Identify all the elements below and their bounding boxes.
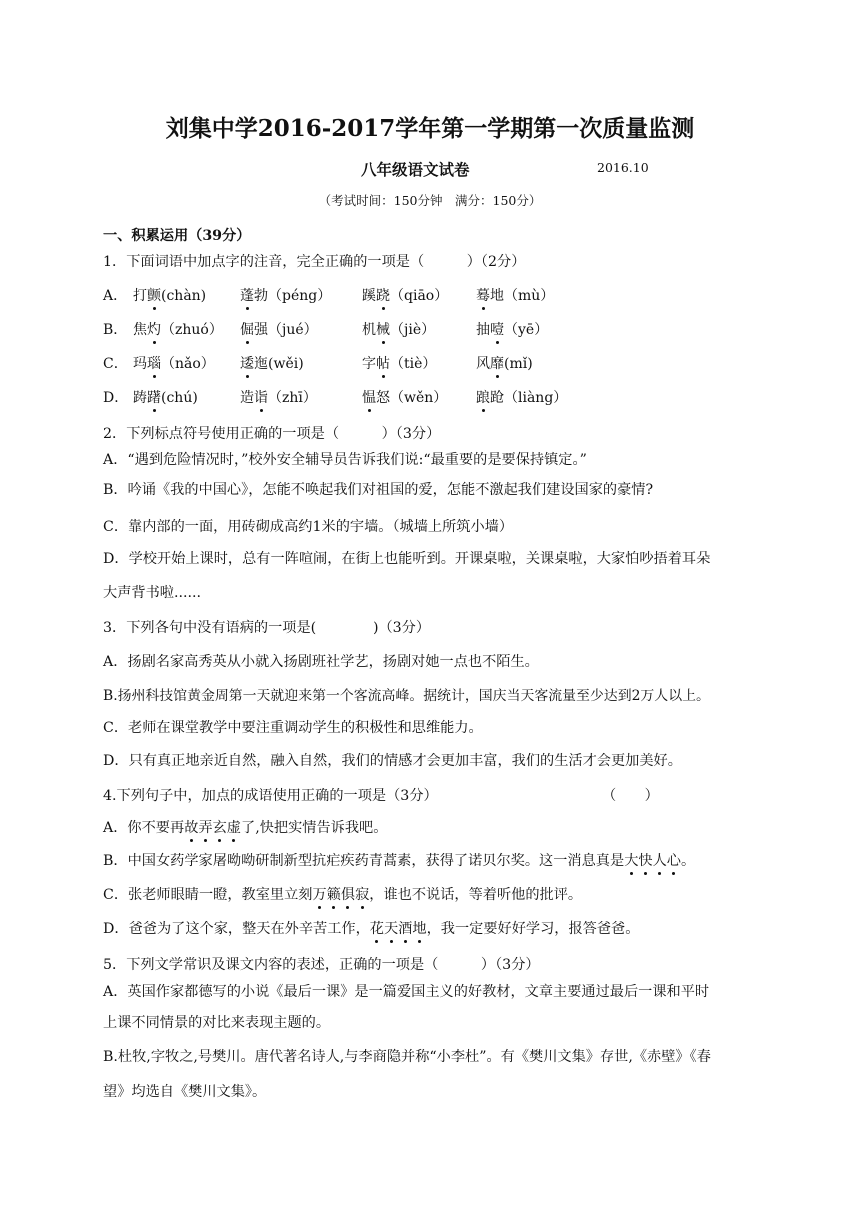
option-item: 抽噎（yē） — [476, 319, 548, 339]
dotted-idiom — [370, 921, 427, 937]
question-3-option-c: C．老师在课堂教学中要注重调动学生的积极性和思维能力。 — [103, 720, 483, 736]
question-4-option-a: A．你不要再故弄玄虚了,快把实情告诉我吧。 — [103, 817, 387, 837]
question-4-option-d: D．爸爸为了这个家，整天在外辛苦工作，花天酒地，我一定要好好学习，报答爸爸。 — [103, 918, 639, 938]
option-item: 蹊跷（qiāo） — [362, 285, 448, 305]
question-4-option-b: B．中国女药学家屠呦呦研制新型抗疟疾药青蒿素，获得了诺贝尔奖。这一消息真是大快人心。 — [103, 850, 695, 870]
dotted-char: 地 — [412, 918, 426, 938]
dotted-char: 天 — [384, 918, 398, 938]
option-item: 蓬勃（péng） — [240, 285, 331, 305]
answer-paren: （ ） — [602, 788, 659, 804]
option-item: 倔强（jué） — [240, 319, 318, 339]
dotted-char: 万 — [312, 884, 326, 904]
question-3-option-b: B.扬州科技馆黄金周第一天就迎来第一个客流高峰。据统计，国庆当天客流量至少达到2万人以上。 — [103, 688, 710, 704]
dotted-idiom — [624, 853, 681, 869]
dotted-char: 心 — [667, 850, 681, 870]
dotted-idiom — [312, 887, 369, 903]
option-letter: A． — [103, 288, 128, 304]
question-2-stem: 2．下列标点符号使用正确的一项是（ ）（3分） — [103, 426, 441, 442]
option-item: 蓦地（mù） — [476, 285, 554, 305]
dotted-char: 大 — [624, 850, 638, 870]
question-1-stem: 1．下面词语中加点字的注音，完全正确的一项是（ ）（2分） — [103, 254, 526, 270]
question-4-option-c: C．张老师眼睛一瞪，教室里立刻万籁俱寂，谁也不说话，等着听他的批评。 — [103, 884, 582, 904]
dotted-char: 酒 — [398, 918, 412, 938]
option-item: 打颤(chàn) — [133, 285, 206, 305]
question-2-option-d: D．学校开始上课时，总有一阵喧闹，在街上也能听到。开课桌啦，关课桌啦，大家怕吵捂着耳朵 — [103, 551, 711, 567]
question-3-stem: 3．下列各句中没有语病的一项是( )（3分） — [103, 620, 431, 636]
dotted-char: 人 — [653, 850, 667, 870]
question-2-option-a: A．“遇到危险情况时，”校外安全辅导员告诉我们说:“最重要的是要保持镇定。” — [103, 452, 587, 468]
option-item: 玛瑙（nǎo） — [133, 353, 215, 373]
exam-date: 2016.10 — [597, 160, 649, 175]
section-heading: 一、积累运用（39分） — [103, 228, 251, 244]
option-item: 造诣（zhī） — [240, 387, 317, 407]
option-item: 愠怒（wěn） — [362, 387, 447, 407]
option-item: 逶迤(wěi) — [240, 353, 304, 373]
question-5-option-a: A．英国作家都德写的小说《最后一课》是一篇爱国主义的好教材，文章主要通过最后一课和平时 — [103, 984, 710, 1000]
question-2-option-d-cont: 大声背书啦...... — [103, 585, 201, 601]
dotted-char: 花 — [370, 918, 384, 938]
option-item: 风靡(mǐ) — [476, 353, 533, 373]
dotted-char: 玄 — [213, 817, 227, 837]
dotted-char: 弄 — [198, 817, 212, 837]
question-5-option-a-cont: 上课不同情景的对比来表现主题的。 — [103, 1015, 331, 1031]
dotted-char: 寂 — [355, 884, 369, 904]
question-3-option-a: A．扬剧名家高秀英从小就入扬剧班社学艺，扬剧对她一点也不陌生。 — [103, 654, 539, 670]
option-letter: B． — [103, 322, 128, 338]
exam-info: （考试时间：150分钟 满分：150分） — [318, 193, 542, 208]
dotted-char: 俱 — [341, 884, 355, 904]
dotted-idiom — [184, 820, 241, 836]
option-item: 踉跄（liàng） — [476, 387, 567, 407]
exam-title: 刘集中学2016-2017学年第一学期第一次质量监测 — [165, 115, 695, 142]
question-2-option-c: C．靠内部的一面，用砖砌成高约1米的宇墙。（城墙上所筑小墙） — [103, 519, 514, 535]
exam-subtitle: 八年级语文试卷 — [361, 160, 470, 179]
option-letter: C． — [103, 356, 128, 372]
option-item: 机械（jiè） — [362, 319, 435, 339]
dotted-char: 籁 — [327, 884, 341, 904]
question-4-stem: 4.下列句子中，加点的成语使用正确的一项是（3分） — [103, 788, 438, 804]
question-2-option-b: B．吟诵《我的中国心》，怎能不唤起我们对祖国的爱，怎能不激起我们建设国家的豪情? — [103, 482, 654, 498]
option-item: 踌躇(chú) — [133, 387, 198, 407]
dotted-char: 虚 — [227, 817, 241, 837]
question-5-option-b: B.杜牧,字牧之,号樊川。唐代著名诗人,与李商隐并称“小李杜”。有《樊川文集》存世,《赤壁》《春 — [103, 1049, 711, 1065]
dotted-char: 快 — [638, 850, 652, 870]
dotted-char: 故 — [184, 817, 198, 837]
question-5-option-b-cont: 望》均选自《樊川文集》。 — [103, 1084, 267, 1100]
option-letter: D． — [103, 390, 129, 406]
option-item: 字帖（tiè） — [362, 353, 436, 373]
option-item: 焦灼（zhuó） — [133, 319, 223, 339]
question-5-stem: 5．下列文学常识及课文内容的表述，正确的一项是（ ）（3分） — [103, 957, 540, 973]
question-3-option-d: D．只有真正地亲近自然，融入自然，我们的情感才会更加丰富，我们的生活才会更加美好。 — [103, 753, 682, 769]
